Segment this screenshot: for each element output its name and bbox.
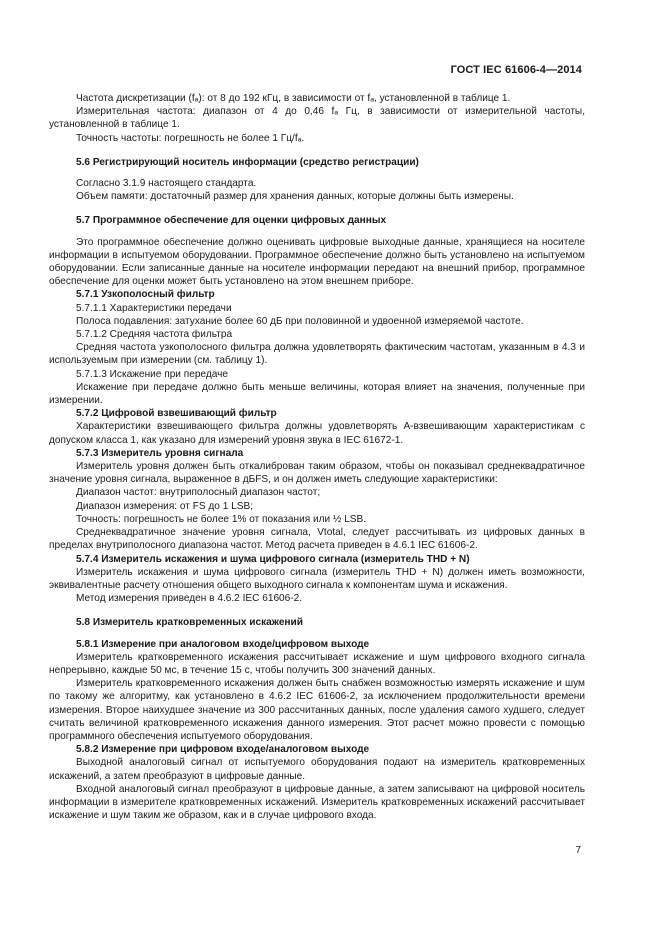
- paragraph: Диапазон частот: внутриполосный диапазон частот;: [76, 487, 321, 499]
- section-heading: 5.7 Программное обеспечение для оценки цифровых данных: [76, 215, 387, 227]
- paragraph: Измерительная частота: диапазон от 4 до 0,46 fₐ Гц, в зависимости от измерительной частоты, установленной в таблице 1.: [49, 106, 585, 131]
- paragraph: Полоса подавления: затухание более 60 дБ при половинной и удвоенной измеряемой частоте.: [76, 315, 524, 327]
- subsection-heading: 5.7.1.2 Средняя частота фильтра: [76, 329, 233, 341]
- document-id: ГОСТ IEC 61606-4—2014: [450, 64, 582, 76]
- paragraph: Среднеквадратичное значение уровня сигнала, Vtotal, следует рассчитывать из цифровых данных в пределах внутриполосного диапазона частот. Метод расчета приведен в 4.6.1 IEC 61606-2.: [49, 527, 585, 552]
- paragraph: Диапазон измерения: от FS до 1 LSB;: [76, 500, 254, 512]
- paragraph: Согласно 3.1.9 настоящего стандарта.: [76, 178, 257, 190]
- paragraph: Точность частоты: погрешность не более 1 Гц/fₐ.: [76, 132, 305, 144]
- paragraph: Точность: погрешность не более 1% от показания или ½ LSB.: [76, 513, 367, 525]
- paragraph: Выходной аналоговый сигнал от испытуемого оборудования подают на измеритель кратковременных искажений, а затем преобразуют в цифровые данные.: [49, 757, 585, 782]
- paragraph: Входной аналоговый сигнал преобразуют в цифровые данные, а затем записывают на цифровой носитель информации в измерителе кратковременных искажений. Измеритель кратковременных искажений рассчитывает искажение и шум таким же образом, как и в случае цифрового входа.: [49, 783, 585, 822]
- subsection-heading: 5.8.1 Измерение при аналоговом входе/цифровом выходе: [76, 638, 370, 650]
- subsection-heading: 5.7.3 Измеритель уровня сигнала: [76, 447, 244, 459]
- subsection-heading: 5.8.2 Измерение при цифровом входе/аналоговом выходе: [76, 744, 370, 756]
- paragraph: Характеристики взвешивающего фильтра должны удовлетворять А-взвешивающим характеристикам с допуском класса 1, как указано для измерений уровня звука в IEC 61672-1.: [49, 421, 585, 446]
- page-number: 7: [575, 845, 581, 856]
- subsection-heading: 5.7.1.3 Искажение при передаче: [76, 368, 228, 380]
- paragraph: Искажение при передаче должно быть меньше величины, которая влияет на значения, полученные при измерении.: [49, 381, 585, 407]
- page-body: [49, 92, 585, 822]
- paragraph: Измеритель искажения и шума цифрового сигнала (измеритель THD + N) должен иметь возможности, эквивалентные расчету отношения общего выходного сигнала к компонентам шума и искажения.: [49, 566, 585, 591]
- paragraph: Это программное обеспечение должно оценивать цифровые выходные данные, хранящиеся на носителе информации в испытуемом оборудовании. Программное обеспечение должно быть установлено на испытуемом оборудовании. Если записанные данные на носителе информации передают на внешний прибор, программное обеспечение для оценки может быть установлено на этом внешнем приборе.: [49, 236, 585, 288]
- paragraph: Средняя частота узкополосного фильтра должна удовлетворять фактическим частотам, указанным в 4.3 и используемым при измерении (см. таблицу 1).: [49, 342, 585, 367]
- subsection-heading: 5.7.1 Узкополосный фильтр: [76, 289, 215, 301]
- subsection-heading: 5.7.4 Измеритель искажения и шума цифрового сигнала (измеритель THD + N): [76, 553, 470, 565]
- section-heading: 5.8 Измеритель кратковременных искажений: [76, 617, 303, 629]
- subsection-heading: 5.7.2 Цифровой взвешивающий фильтр: [76, 408, 277, 420]
- paragraph: Метод измерения приведен в 4.6.2 IEC 61606-2.: [76, 593, 303, 605]
- paragraph: Объем памяти: достаточный размер для хранения данных, которые должны быть измерены.: [76, 191, 514, 203]
- paragraph: Частота дискретизации (fₐ): от 8 до 192 кГц, в зависимости от fₐ, установленной в таблице 1.: [76, 93, 511, 104]
- paragraph: Измеритель уровня должен быть откалиброван таким образом, чтобы он показывал среднеквадратичное значение уровня сигнала, выраженное в дБFS, и он должен иметь следующие характеристики:: [49, 461, 585, 486]
- subsection-heading: 5.7.1.1 Характеристики передачи: [76, 302, 232, 314]
- paragraph: Измеритель кратковременного искажения рассчитывает искажение и шум цифрового входного сигнала непрерывно, каждые 50 мс, в течение 15 с, чтобы получить 300 значений данных.: [49, 651, 585, 676]
- paragraph: Измеритель кратковременного искажения должен быть снабжен возможностью измерять искажение и шум по такому же алгоритму, как установлено в 4.6.2 IEC 61606-2, за исключением продолжительности времени измерения. Второе наихудшее значение из 300 рассчитанных данных, после удаления самого худшего, следует считать величиной кратковременного искажения данного измерения. Этот расчет можно провести с помощью программного обеспечения испытуемого оборудования.: [49, 678, 585, 742]
- section-heading: 5.6 Регистрирующий носитель информации (средство регистрации): [76, 156, 419, 168]
